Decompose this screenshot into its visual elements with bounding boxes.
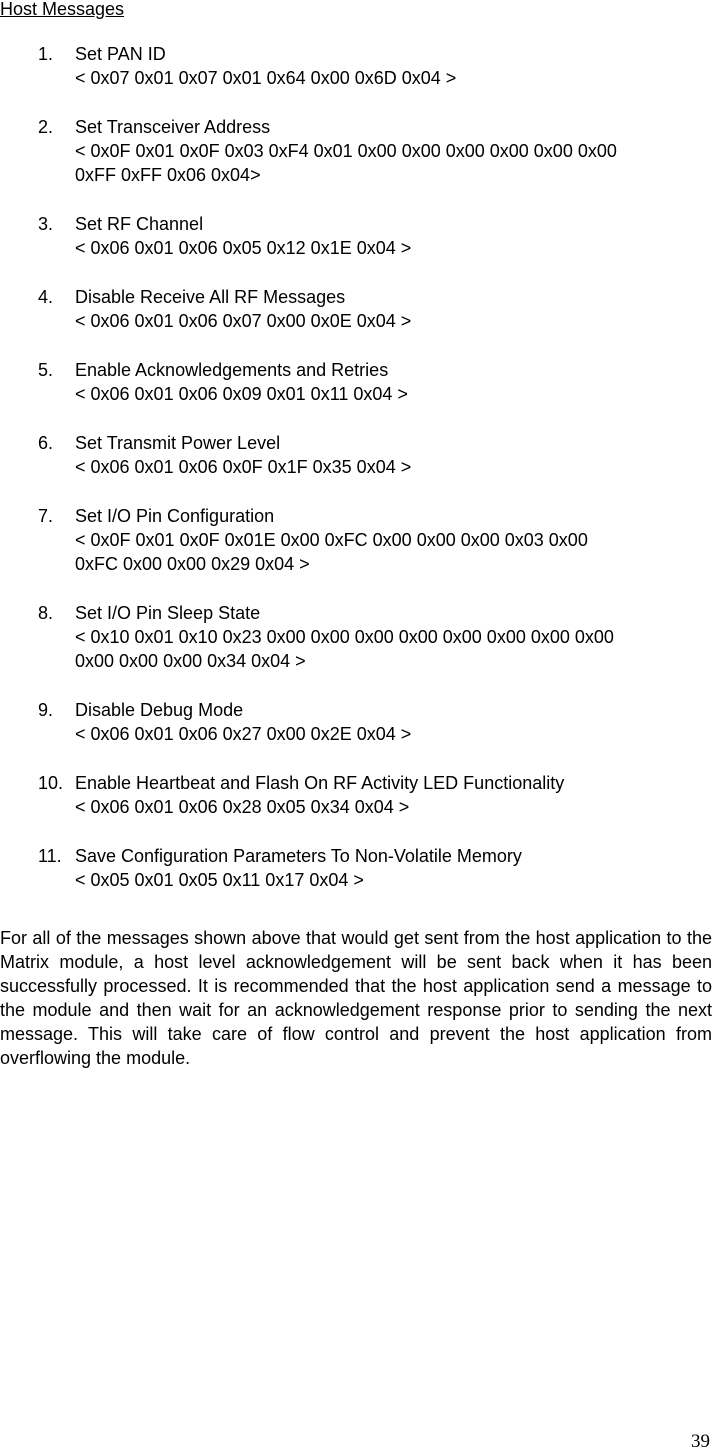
list-item <box>0 42 712 90</box>
item-number: 1. <box>38 44 54 64</box>
message-title: Save Configuration Parameters To Non-Volatile Memory <box>75 846 522 866</box>
message-bytes: < 0x0F 0x01 0x0F 0x01E 0x00 0xFC 0x00 0x00 0x00 0x03 0x00 <box>75 530 588 550</box>
message-bytes-continued: 0xFF 0xFF 0x06 0x04> <box>75 165 261 185</box>
item-number: 3. <box>38 214 54 234</box>
message-bytes: < 0x06 0x01 0x06 0x27 0x00 0x2E 0x04 > <box>75 724 412 744</box>
item-number: 8. <box>38 603 54 623</box>
page-number: 39 <box>691 1431 710 1452</box>
message-bytes: < 0x10 0x01 0x10 0x23 0x00 0x00 0x00 0x00 0x00 0x00 0x00 0x00 <box>75 627 614 647</box>
message-title: Set PAN ID <box>75 44 166 64</box>
message-bytes: < 0x05 0x01 0x05 0x11 0x17 0x04 > <box>75 870 364 890</box>
message-bytes: < 0x06 0x01 0x06 0x07 0x00 0x0E 0x04 > <box>75 311 412 331</box>
list-item <box>0 115 712 187</box>
item-number: 11. <box>38 846 62 866</box>
list-item <box>0 431 712 479</box>
message-bytes-continued: 0xFC 0x00 0x00 0x29 0x04 > <box>75 554 310 574</box>
item-number: 5. <box>38 360 54 380</box>
list-item <box>0 285 712 333</box>
message-title: Enable Heartbeat and Flash On RF Activity LED Functionality <box>75 773 565 793</box>
item-number: 6. <box>38 433 54 453</box>
message-bytes-continued: 0x00 0x00 0x00 0x34 0x04 > <box>75 651 306 671</box>
message-title: Disable Receive All RF Messages <box>75 287 346 307</box>
item-number: 9. <box>38 700 54 720</box>
message-bytes: < 0x06 0x01 0x06 0x09 0x01 0x11 0x04 > <box>75 384 408 404</box>
message-title: Set RF Channel <box>75 214 204 234</box>
message-bytes: < 0x06 0x01 0x06 0x05 0x12 0x1E 0x04 > <box>75 238 412 258</box>
list-item <box>0 771 712 819</box>
list-item <box>0 601 712 673</box>
item-number: 2. <box>38 117 54 137</box>
flow-control-paragraph: For all of the messages shown above that would get sent from the host application to the Matrix module, a host level acknowledgement will be sent back when it has been successfully processed. It is recommended that the host application send a message to the module and then wait for an acknowledgement response prior to sending the next message. This will take care of flow control and prevent the host application from overflowing the module. <box>0 928 712 1068</box>
item-number: 4. <box>38 287 54 307</box>
message-title: Enable Acknowledgements and Retries <box>75 360 389 380</box>
list-item <box>0 844 712 892</box>
message-title: Set I/O Pin Sleep State <box>75 603 261 623</box>
message-title: Set Transceiver Address <box>75 117 271 137</box>
message-bytes: < 0x07 0x01 0x07 0x01 0x64 0x00 0x6D 0x04 > <box>75 68 457 88</box>
host-message-list <box>0 42 712 917</box>
message-bytes: < 0x06 0x01 0x06 0x28 0x05 0x34 0x04 > <box>75 797 410 817</box>
message-bytes: < 0x0F 0x01 0x0F 0x03 0xF4 0x01 0x00 0x00 0x00 0x00 0x00 0x00 <box>75 141 617 161</box>
item-number: 10. <box>38 773 64 793</box>
list-item <box>0 358 712 406</box>
section-title: Host Messages <box>0 0 125 19</box>
list-item <box>0 212 712 260</box>
message-title: Set I/O Pin Configuration <box>75 506 275 526</box>
message-bytes: < 0x06 0x01 0x06 0x0F 0x1F 0x35 0x04 > <box>75 457 412 477</box>
list-item <box>0 504 712 576</box>
message-title: Set Transmit Power Level <box>75 433 281 453</box>
list-item <box>0 698 712 746</box>
item-number: 7. <box>38 506 54 526</box>
message-title: Disable Debug Mode <box>75 700 244 720</box>
